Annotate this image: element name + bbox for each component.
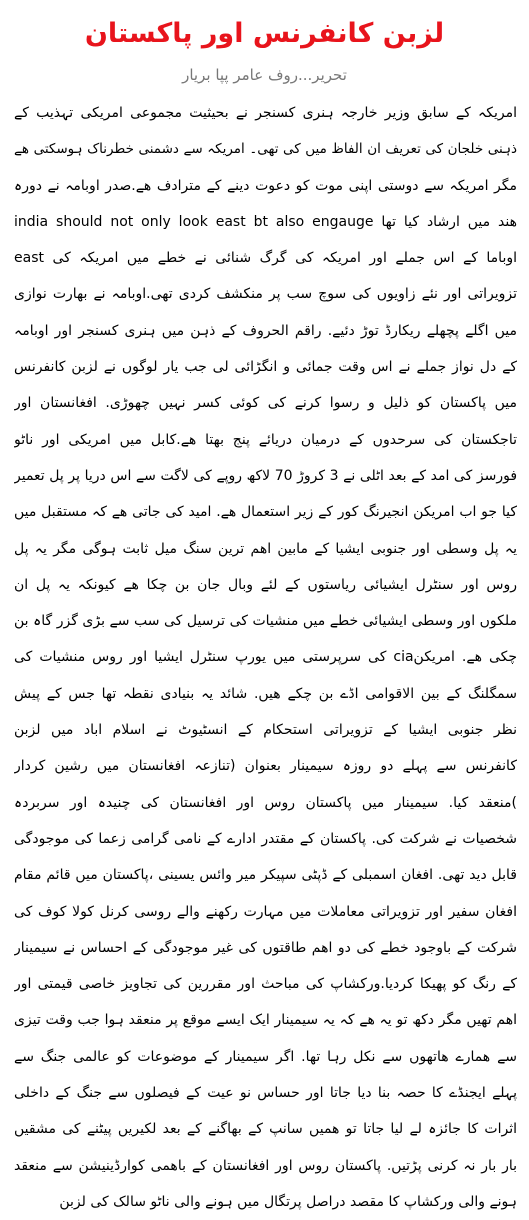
article-line: میں پاکستان کو ذلیل و رسوا کرنے کی کوئی کسر نہیں چھوڑی. افغانستان اور bbox=[14, 395, 517, 412]
article-line: ہونے والی ورکشاپ کا مقصد دراصل پرتگال میں ہونے والی ناٹو سالک کی لزبن bbox=[59, 1193, 517, 1210]
article-line: یہ پل وسطی اور جنوبی ایشیا کے مابین اھم ترین سنگ میل ثابت ہوگی مگر یہ پل bbox=[14, 540, 517, 557]
article-line: سمگلنگ کے بین الاقوامی اڈے بن چکے ھیں. شائد یہ بنیادی نقطہ تھا جس کے پیش bbox=[14, 685, 517, 702]
article-line: تاجکستان کی سرحدوں کے درمیان دریائے پنج بھتا ھے.کابل میں امریکی اور ناٹو bbox=[14, 431, 517, 448]
article-line: چکی ھے. امریکنcia کی سرپرستی میں یورپ سنٹرل ایشیا اور روس منشیات کی bbox=[14, 649, 517, 666]
article-byline: تحریر...روف عامر پپا بریار bbox=[182, 66, 347, 84]
article-line: ھند میں ارشاد کیا تھا india should not only look east bt also engauge bbox=[14, 213, 517, 230]
article-line: نظر جنوبی ایشیا کے تزویراتی استحکام کے انسٹیوٹ نے اسلام اباد میں لزبن bbox=[14, 722, 517, 739]
article-line: روس اور سنٹرل ایشیائی ریاستوں کے لئے وبال جان بن چکا ھے کیونکہ یہ پل ان bbox=[14, 576, 517, 593]
article-line: اھم تھیں مگر دکھ تو یہ ھے کہ یہ سیمینار ایک ایسے موقع پر منعقد ہوا جب وقت تیزی bbox=[14, 1012, 517, 1029]
article-line: ملکوں اور وسطی ایشیائی خطے میں منشیات کی ترسیل کی سب سے بڑی گزر گاہ بن bbox=[14, 613, 517, 630]
article-line: فورسز کی امد کے بعد اٹلی نے 3 کروڑ 70 لاکھ روپے کی لاگت سے اس دریا پر پل تعمیر bbox=[14, 467, 517, 484]
article-line: شرکت کے باوجود خطے کی دو اھم طاقتوں کی غیر موجودگی کے احساس نے سیمینار bbox=[14, 939, 517, 956]
article-line: تزویراتی اور نئے زاویوں کی سوچ سب پر منکشف کردی تھی.اوبامہ نے بھارت نوازی bbox=[14, 286, 517, 303]
article-body bbox=[14, 95, 517, 1220]
article-line: کے رنگ کو پھیکا کردیا.ورکشاپ کی مباحث اور مقررین کی تجاویز خاصی قیمتی اور bbox=[14, 976, 517, 993]
article-line: میں اگلے پچھلے ریکارڈ توڑ دئیے. راقم الحروف کے ذہن میں ہنری کسنجر اور اوبامہ bbox=[14, 322, 517, 339]
article-line: بار بار نہ کرنی پڑتیں. پاکستان روس اور افغانستان کے باھمی کوارڈینیشن سے منعقد bbox=[14, 1157, 517, 1174]
article-line: )منعقد کیا. سیمینار میں پاکستان روس اور افغانستان کی چنیدہ اور سربردہ bbox=[14, 794, 517, 811]
article-line: مگر امریکہ سے دوستی اپنی موت کو دعوت دینے کے مترادف ھے.صدر اوبامہ نے دورہ bbox=[14, 177, 517, 194]
article-line: شخصیات نے شرکت کی. پاکستان کے مقتدر ادارے کے نامی گرامی زعما کی موجودگی bbox=[14, 830, 517, 847]
article-line: east اوباما کے اس جملے اور امریکہ کی گرگ شنائی نے خطے میں امریکہ کی bbox=[14, 250, 517, 267]
article-title: لزبن کانفرنس اور پاکستان bbox=[84, 18, 445, 49]
article-line: ذہنی خلجان کی تعریف ان الفاظ میں کی تھی۔ امریکہ سے دشمنی خطرناک ہوسکتی ھے bbox=[14, 141, 517, 158]
article-line: اثرات کا جائزہ لے لیا جاتا تو ھمیں سانپ کے بھاگنے کے بعد لکیریں پیٹنے کی مشقیں bbox=[14, 1121, 517, 1138]
article-line: سے ھمارے ھاتھوں سے نکل رہا تھا. اگر سیمینار کے موضوعات کو عالمی جنگ سے bbox=[14, 1048, 517, 1065]
article-line: پہلے ایجنڈے کا حصہ بنا دیا جاتا اور حساس نو عیت کے فیصلوں سے جنگ کے داخلی bbox=[14, 1085, 517, 1102]
article-line: کے دل نواز جملے نے اس وقت جمائی و انگڑائی لی جب یار لوگوں نے لزبن کانفرنس bbox=[14, 359, 517, 376]
article-line: امریکہ کے سابق وزیر خارجہ ہنری کسنجر نے بحیثیت مجموعی امریکی تہذیب کے bbox=[14, 105, 517, 121]
article-line: قابل دید تھی. افغان اسمبلی کے ڈپٹی سپیکر میر وائس یسینی ،پاکستان میں قائم مقام bbox=[14, 867, 517, 884]
article-line: کانفرنس سے پہلے دو روزہ سیمینار بعنوان (تنازعہ افغانستان میں رشین کردار bbox=[14, 758, 517, 775]
article-line: کیا جو اب امریکن انجیرنگ کور کے زیر استعمال ھے. امید کی جاتی ھے کہ مستقبل میں bbox=[14, 504, 517, 521]
article-line: افغان سفیر اور تزویراتی معاملات میں مہارت رکھنے والے روسی کرنل کولا کوف کی bbox=[14, 903, 517, 920]
